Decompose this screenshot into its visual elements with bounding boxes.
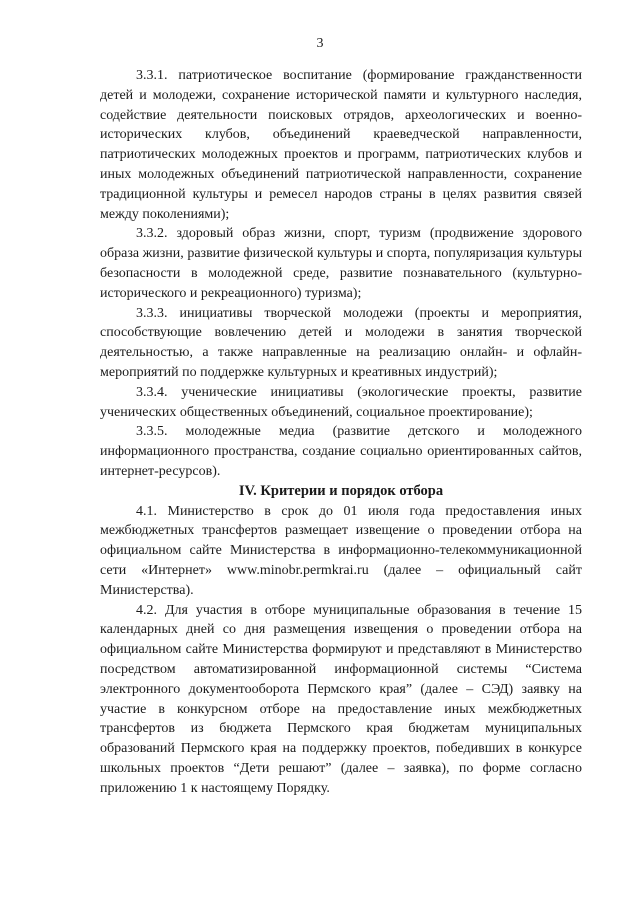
paragraph-3-3-2: 3.3.2. здоровый образ жизни, спорт, туризм (продвижение здорового образа жизни, развитие физической культуры и спорта, популяризация культуры безопасности в молодежной среде, развитие познавательного (культурно-исторического и рекреационного) туризма); [100, 226, 582, 301]
section-title: IV. Критерии и порядок отбора [238, 482, 444, 499]
paragraph-3-3-3: 3.3.3. инициативы творческой молодежи (проекты и мероприятия, способствующие вовлечению детей и молодежи в занятия творческой деятельностью, а также направленные на реализацию онлайн- и офлайн-мероприятий по поддержке культурных и креативных индустрий); [100, 305, 582, 380]
page-number: 3 [316, 36, 324, 51]
paragraph-3-3-4: 3.3.4. ученические инициативы (экологические проекты, развитие ученических общественных объединений, социальное проектирование); [100, 384, 582, 420]
paragraph-4-2: 4.2. Для участия в отборе муниципальные образования в течение 15 календарных дней со дня размещения извещения о проведении отбора на официальном сайте Министерства формируют и представляют в Министерство посредством автоматизированной информационной системы “Система электронного документооборота Пермского края” (далее – СЭД) заявку на участие в конкурсном отборе на предоставление иных межбюджетных трансфертов из бюджета Пермского края бюджетам муниципальных образований Пермского края на поддержку проектов, победивших в конкурсе школьных проектов “Дети решают” (далее – заявка), по форме согласно приложению 1 к настоящему Порядку. [100, 602, 582, 796]
document-body [100, 66, 582, 798]
paragraph-3-3-1: 3.3.1. патриотическое воспитание (формирование гражданственности детей и молодежи, сохранение исторической памяти и культурного наследия, содействие деятельности поисковых отрядов, археологических и военно-исторических клубов, объединений краеведческой направленности, патриотических молодежных проектов и программ, патриотических клубов и иных молодежных объединений патриотической направленности, сохранение традиционной культуры и ремесел народов страны в целях развития связей между поколениями); [100, 68, 582, 222]
paragraph-4-1: 4.1. Министерство в срок до 01 июля года предоставления иных межбюджетных трансфертов размещает извещение о проведении отбора на официальном сайте Министерства в информационно-телекоммуникационной сети «Интернет» www.minobr.permkrai.ru (далее – официальный сайт Министерства). [100, 503, 582, 598]
paragraph-3-3-5: 3.3.5. молодежные медиа (развитие детского и молодежного информационного пространства, создание социально ориентированных сайтов, интернет-ресурсов). [100, 424, 582, 479]
